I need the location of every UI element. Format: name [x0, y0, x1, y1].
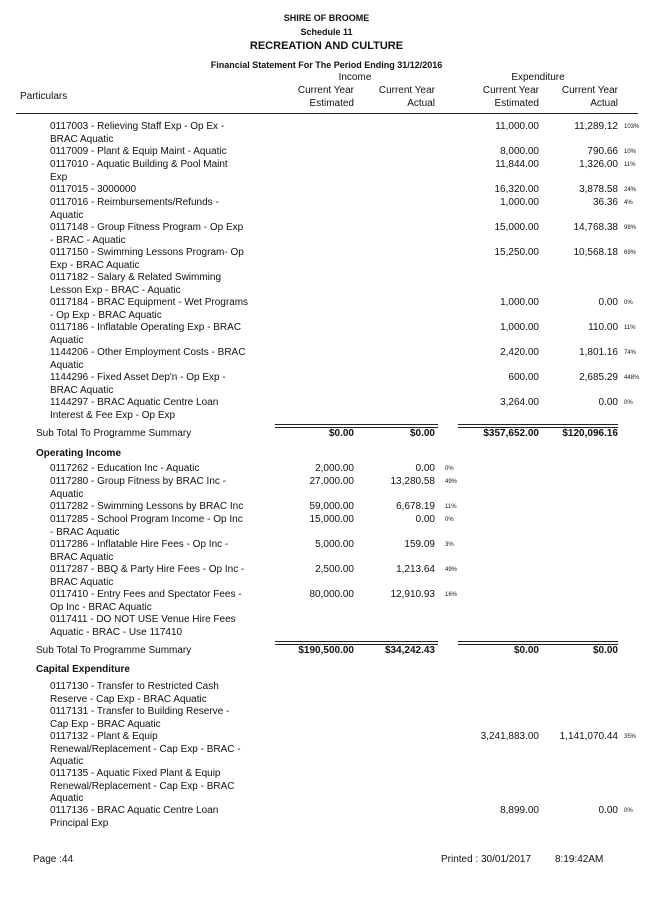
income-estimated-value: 59,000.00: [309, 501, 354, 512]
expenditure-percent: 69%: [624, 250, 637, 256]
expenditure-percent: 0%: [624, 808, 633, 814]
account-description: Renewal/Replacement - Cap Exp - BRAC -: [50, 743, 241, 755]
income-actual-value: 12,910.93: [390, 589, 435, 600]
expenditure-estimated-value: 1,000.00: [500, 322, 539, 333]
expenditure-actual-value: 1,141,070.44: [559, 731, 618, 742]
subtotal-label: Sub Total To Programme Summary: [36, 428, 192, 439]
expenditure-percent: 103%: [624, 124, 640, 130]
account-description: - BRAC - Aquatic: [50, 234, 126, 246]
account-description: 0117411 - DO NOT USE Venue Hire Fees: [50, 614, 236, 625]
report-title: RECREATION AND CULTURE: [249, 40, 404, 52]
report-subtitle: Financial Statement For The Period Ending 31/12/2016: [210, 60, 443, 70]
account-description: Principal Exp: [50, 817, 109, 829]
income-group-label: Income: [338, 72, 372, 83]
expenditure-actual-value: 10,568.18: [573, 247, 618, 258]
expenditure-percent: 11%: [624, 162, 636, 168]
income-percent: 49%: [445, 567, 458, 573]
account-description: Cap Exp - BRAC Aquatic: [50, 718, 161, 730]
printed-time: 8:19:42AM: [555, 854, 604, 865]
income-actual-value: 0.00: [415, 463, 435, 474]
income-estimated-value: 2,500.00: [315, 564, 354, 575]
subtotal-income-estimated: $190,500.00: [298, 645, 354, 656]
account-description: Aquatic - BRAC - Use 117410: [50, 626, 183, 638]
account-description: Reserve - Cap Exp - BRAC Aquatic: [50, 693, 207, 705]
expenditure-percent: 0%: [624, 400, 633, 406]
account-description: Lesson Exp - BRAC - Aquatic: [50, 284, 181, 296]
account-description: 0117182 - Salary & Related Swimming: [50, 272, 222, 283]
account-description: 1144206 - Other Employment Costs - BRAC: [50, 347, 246, 358]
income-percent: 11%: [445, 504, 457, 510]
expenditure-actual-value: 0.00: [598, 397, 618, 408]
income-estimated-value: 15,000.00: [309, 514, 354, 525]
account-description: Exp - BRAC Aquatic: [50, 259, 140, 271]
expenditure-percent: 4%: [624, 200, 633, 206]
expenditure-actual-value: 36.36: [592, 197, 618, 208]
expenditure-estimated-value: 2,420.00: [500, 347, 539, 358]
page-number: Page :44: [33, 854, 74, 865]
expenditure-actual-value: 0.00: [598, 297, 618, 308]
account-description: 0117135 - Aquatic Fixed Plant & Equip: [50, 768, 221, 779]
income-estimated-value: 27,000.00: [309, 476, 354, 487]
header-divider: [16, 113, 638, 114]
account-description: 1144296 - Fixed Asset Dep'n - Op Exp -: [50, 372, 226, 383]
account-description: 0117287 - BBQ & Party Hire Fees - Op Inc -: [50, 564, 245, 575]
expenditure-group-label: Expenditure: [511, 72, 565, 83]
subtotal-expenditure-estimated: $0.00: [513, 645, 539, 656]
account-description: Aquatic: [50, 488, 84, 500]
expenditure-estimated-header-line2: Estimated: [494, 98, 539, 109]
account-description: 0117148 - Group Fitness Program - Op Exp: [50, 222, 244, 233]
expenditure-estimated-value: 15,250.00: [494, 247, 539, 258]
account-description: Op Inc - BRAC Aquatic: [50, 601, 152, 613]
account-description: Aquatic: [50, 359, 84, 371]
expenditure-estimated-value: 16,320.00: [494, 184, 539, 195]
expenditure-actual-value: 2,685.29: [579, 372, 618, 383]
account-description: Aquatic: [50, 209, 84, 221]
income-estimated-value: 2,000.00: [315, 463, 354, 474]
expenditure-estimated-value: 3,264.00: [500, 397, 539, 408]
income-actual-header-line2: Actual: [407, 98, 435, 109]
account-description: Aquatic: [50, 756, 84, 768]
account-description: 0117009 - Plant & Equip Maint - Aquatic: [50, 146, 227, 157]
account-description: Renewal/Replacement - Cap Exp - BRAC: [50, 780, 235, 792]
income-percent: 0%: [445, 517, 454, 523]
income-actual-value: 0.00: [415, 514, 435, 525]
account-description: 1144297 - BRAC Aquatic Centre Loan: [50, 397, 219, 408]
subtotal-income-actual: $0.00: [409, 428, 435, 439]
income-estimated-value: 5,000.00: [315, 539, 354, 550]
expenditure-percent: 448%: [624, 375, 640, 381]
account-description: 0117003 - Relieving Staff Exp - Op Ex -: [50, 121, 225, 132]
expenditure-percent: 98%: [624, 225, 637, 231]
income-actual-header-line1: Current Year: [378, 85, 435, 96]
income-actual-value: 1,213.64: [396, 564, 435, 575]
expenditure-actual-value: 0.00: [598, 805, 618, 816]
particulars-header: Particulars: [20, 91, 68, 102]
schedule-label: Schedule 11: [300, 27, 353, 37]
income-estimated-header-line1: Current Year: [297, 85, 354, 96]
account-description: BRAC Aquatic: [50, 384, 114, 396]
expenditure-actual-value: 110.00: [588, 322, 618, 333]
subtotal-expenditure-actual: $120,096.16: [562, 428, 618, 439]
income-estimated-header-line2: Estimated: [309, 98, 354, 109]
account-description: 0117136 - BRAC Aquatic Centre Loan: [50, 805, 219, 816]
expenditure-actual-value: 1,326.00: [579, 159, 618, 170]
expenditure-actual-header-line2: Actual: [590, 98, 618, 109]
expenditure-percent: 10%: [624, 149, 637, 155]
account-description: 0117015 - 3000000: [50, 184, 137, 195]
account-description: 0117016 - Reimbursements/Refunds -: [50, 197, 219, 208]
account-description: Exp: [50, 171, 68, 183]
expenditure-estimated-value: 15,000.00: [494, 222, 539, 233]
subtotal-income-estimated: $0.00: [328, 428, 354, 439]
expenditure-estimated-value: 8,899.00: [500, 805, 539, 816]
expenditure-actual-value: 1,801.16: [579, 347, 618, 358]
account-description: 0117150 - Swimming Lessons Program- Op: [50, 247, 244, 258]
section-heading: Capital Expenditure: [36, 664, 130, 675]
subtotal-expenditure-actual: $0.00: [592, 645, 618, 656]
account-description: 0117262 - Education Inc - Aquatic: [50, 463, 200, 474]
account-description: BRAC Aquatic: [50, 576, 114, 588]
expenditure-percent: 74%: [624, 350, 637, 356]
account-description: 0117131 - Transfer to Building Reserve -: [50, 706, 230, 717]
account-description: 0117130 - Transfer to Restricted Cash: [50, 681, 219, 692]
account-description: 0117132 - Plant & Equip: [50, 731, 158, 742]
printed-date: 30/01/2017: [481, 854, 532, 865]
account-description: - Op Exp - BRAC Aquatic: [50, 309, 162, 321]
expenditure-estimated-value: 8,000.00: [500, 146, 539, 157]
income-percent: 16%: [445, 592, 458, 598]
expenditure-estimated-value: 3,241,883.00: [480, 731, 539, 742]
expenditure-actual-value: 790.66: [587, 146, 618, 157]
expenditure-estimated-value: 11,000.00: [495, 121, 539, 132]
subtotal-income-actual: $34,242.43: [384, 645, 435, 656]
subtotal-label: Sub Total To Programme Summary: [36, 645, 192, 656]
expenditure-estimated-value: 11,844.00: [495, 159, 539, 170]
section-heading: Operating Income: [36, 448, 122, 459]
expenditure-actual-value: 3,878.58: [579, 184, 618, 195]
expenditure-estimated-header-line1: Current Year: [482, 85, 539, 96]
account-description: BRAC Aquatic: [50, 551, 114, 563]
account-description: 0117285 - School Program Income - Op Inc: [50, 514, 243, 525]
account-description: BRAC Aquatic: [50, 133, 114, 145]
account-description: 0117280 - Group Fitness by BRAC Inc -: [50, 476, 227, 487]
account-description: 0117282 - Swimming Lessons by BRAC Inc: [50, 501, 244, 512]
account-description: - BRAC Aquatic: [50, 526, 120, 538]
expenditure-actual-value: 14,768.38: [573, 222, 618, 233]
account-description: 0117286 - Inflatable Hire Fees - Op Inc -: [50, 539, 229, 550]
account-description: Aquatic: [50, 793, 84, 805]
printed-label: Printed :: [441, 854, 479, 865]
account-description: 0117410 - Entry Fees and Spectator Fees -: [50, 589, 242, 600]
income-percent: 49%: [445, 479, 458, 485]
expenditure-percent: 35%: [624, 734, 637, 740]
account-description: 0117184 - BRAC Equipment - Wet Programs: [50, 297, 249, 308]
expenditure-estimated-value: 1,000.00: [500, 297, 539, 308]
expenditure-actual-header-line1: Current Year: [561, 85, 618, 96]
expenditure-estimated-value: 1,000.00: [500, 197, 539, 208]
expenditure-estimated-value: 600.00: [508, 372, 539, 383]
income-percent: 3%: [445, 542, 454, 548]
account-description: Interest & Fee Exp - Op Exp: [50, 409, 176, 421]
income-actual-value: 159.09: [404, 539, 435, 550]
subtotal-expenditure-estimated: $357,652.00: [483, 428, 539, 439]
income-percent: 0%: [445, 466, 454, 472]
expenditure-percent: 0%: [624, 300, 633, 306]
account-description: 0117010 - Aquatic Building & Pool Maint: [50, 159, 228, 170]
organisation-name: SHIRE OF BROOME: [283, 13, 370, 23]
income-actual-value: 13,280.58: [390, 476, 435, 487]
account-description: 0117186 - Inflatable Operating Exp - BRAC: [50, 322, 242, 333]
expenditure-percent: 11%: [624, 325, 636, 331]
income-actual-value: 6,678.19: [396, 501, 435, 512]
expenditure-percent: 24%: [624, 187, 637, 193]
account-description: Aquatic: [50, 334, 84, 346]
expenditure-actual-value: 11,289.12: [574, 121, 618, 132]
income-estimated-value: 80,000.00: [309, 589, 354, 600]
